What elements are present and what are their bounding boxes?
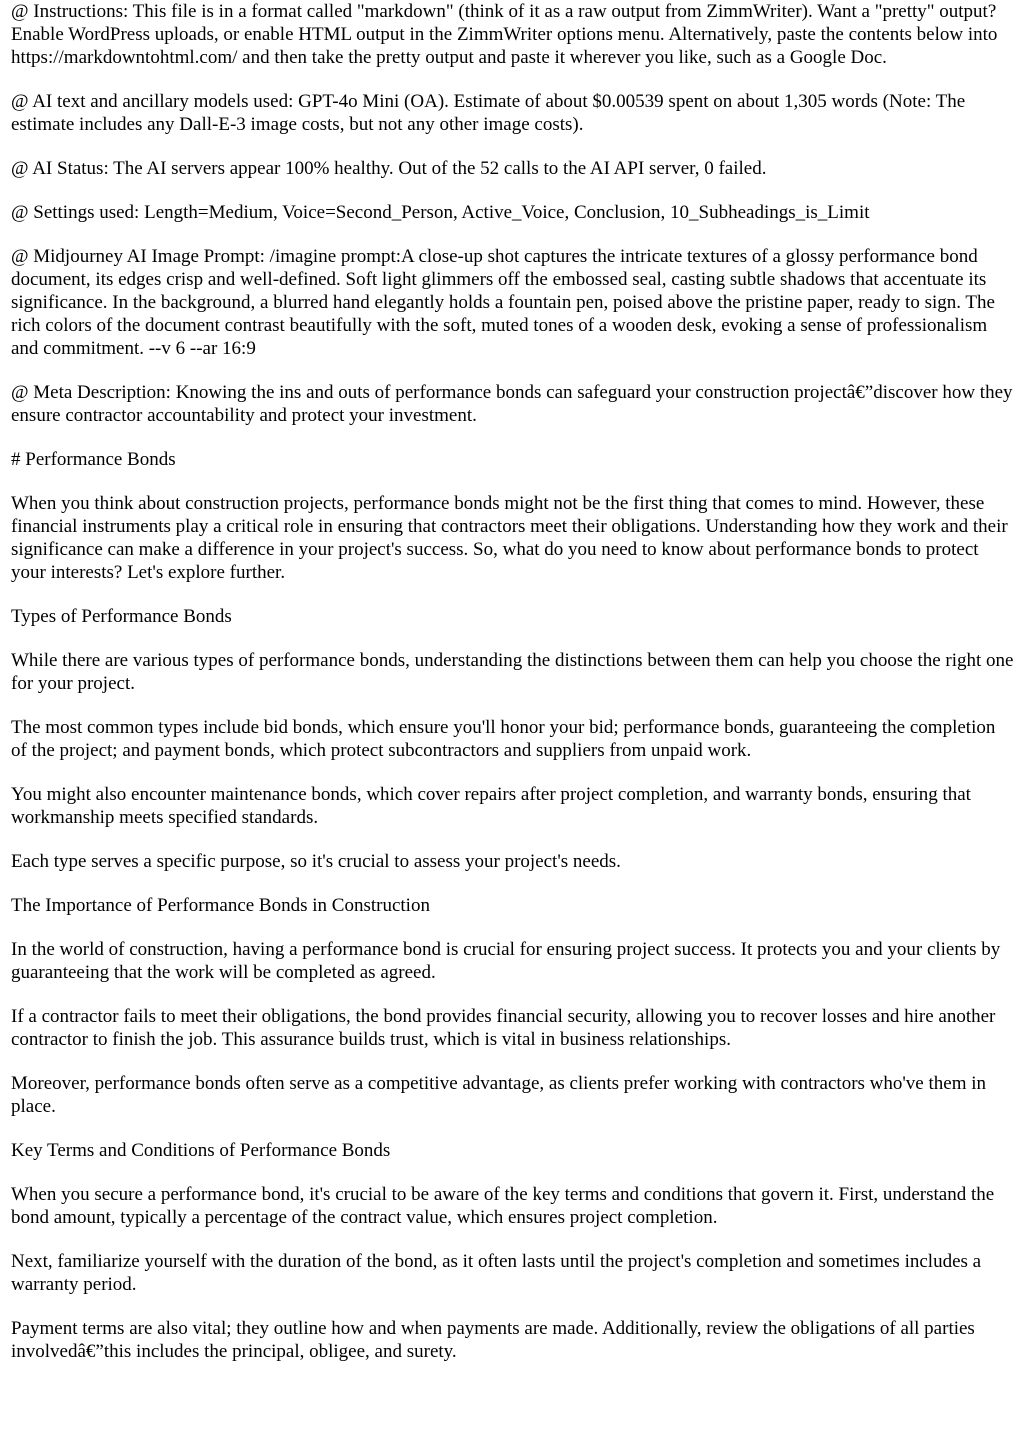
section-heading: The Importance of Performance Bonds in Construction [11,895,430,916]
body-paragraph: Each type serves a specific purpose, so it's crucial to assess your project's needs. [11,851,621,872]
section-heading: Key Terms and Conditions of Performance Bonds [11,1140,391,1161]
meta-description-note: @ Meta Description: Knowing the ins and outs of performance bonds can safeguard your construction projectâ€”discover how they ensure contractor accountability and protect your investment. [11,382,1013,426]
body-paragraph: When you secure a performance bond, it's crucial to be aware of the key terms and conditions that govern it. First, understand the bond amount, typically a percentage of the contract value, which ensures project completion. [11,1184,995,1228]
body-paragraph: Payment terms are also vital; they outline how and when payments are made. Additionally, review the obligations of all parties involvedâ€”this includes the principal, obligee, and surety. [11,1318,975,1362]
body-paragraph: In the world of construction, having a performance bond is crucial for ensuring project success. It protects you and your clients by guaranteeing that the work will be completed as agreed. [11,939,1001,983]
body-paragraph: While there are various types of performance bonds, understanding the distinctions between them can help you choose the right one for your project. [11,650,1014,694]
ai-status-note: @ AI Status: The AI servers appear 100% healthy. Out of the 52 calls to the AI API server, 0 failed. [11,158,767,179]
body-paragraph: The most common types include bid bonds, which ensure you'll honor your bid; performance bonds, guaranteeing the completion of the project; and payment bonds, which protect subcontractors and suppliers from unpaid work. [11,717,996,761]
models-used-note: @ AI text and ancillary models used: GPT-4o Mini (OA). Estimate of about $0.00539 spent on about 1,305 words (Note: The estimate includes any Dall-E-3 image costs, but not any other image costs). [11,91,966,135]
body-paragraph: Next, familiarize yourself with the duration of the bond, as it often lasts until the project's completion and sometimes includes a warranty period. [11,1251,982,1295]
settings-note: @ Settings used: Length=Medium, Voice=Second_Person, Active_Voice, Conclusion, 10_Subheadings_is_Limit [11,202,870,223]
article-title: # Performance Bonds [11,449,176,470]
body-paragraph: If a contractor fails to meet their obligations, the bond provides financial security, allowing you to recover losses and hire another contractor to finish the job. This assurance builds trust, which is vital in business relationships. [11,1006,996,1050]
image-prompt-note: @ Midjourney AI Image Prompt: /imagine prompt:A close-up shot captures the intricate textures of a glossy performance bond document, its edges crisp and well-defined. Soft light glimmers off the embossed seal, casting subtle shadows that accentuate its significance. In the background, a blurred hand elegantly holds a fountain pen, poised above the pristine paper, ready to sign. The rich colors of the document contrast beautifully with the soft, muted tones of a wooden desk, evoking a sense of professionalism and commitment. --v 6 --ar 16:9 [11,246,995,359]
intro-paragraph: When you think about construction projects, performance bonds might not be the first thing that comes to mind. However, these financial instruments play a critical role in ensuring that contractors meet their obligations. Understanding how they work and their significance can make a difference in your project's success. So, what do you need to know about performance bonds to protect your interests? Let's explore further. [11,493,1008,583]
body-paragraph: You might also encounter maintenance bonds, which cover repairs after project completion, and warranty bonds, ensuring that workmanship meets specified standards. [11,784,971,828]
body-paragraph: Moreover, performance bonds often serve as a competitive advantage, as clients prefer working with contractors who've them in place. [11,1073,987,1117]
section-heading: Types of Performance Bonds [11,606,232,627]
instructions-note: @ Instructions: This file is in a format called "markdown" (think of it as a raw output from ZimmWriter). Want a "pretty" output? Enable WordPress uploads, or enable HTML output in the ZimmWriter options menu. Alternatively, paste the contents below into https://markdowntohtml.com/ and then take the pretty output and paste it wherever you like, such as a Google Doc. [11,1,998,68]
